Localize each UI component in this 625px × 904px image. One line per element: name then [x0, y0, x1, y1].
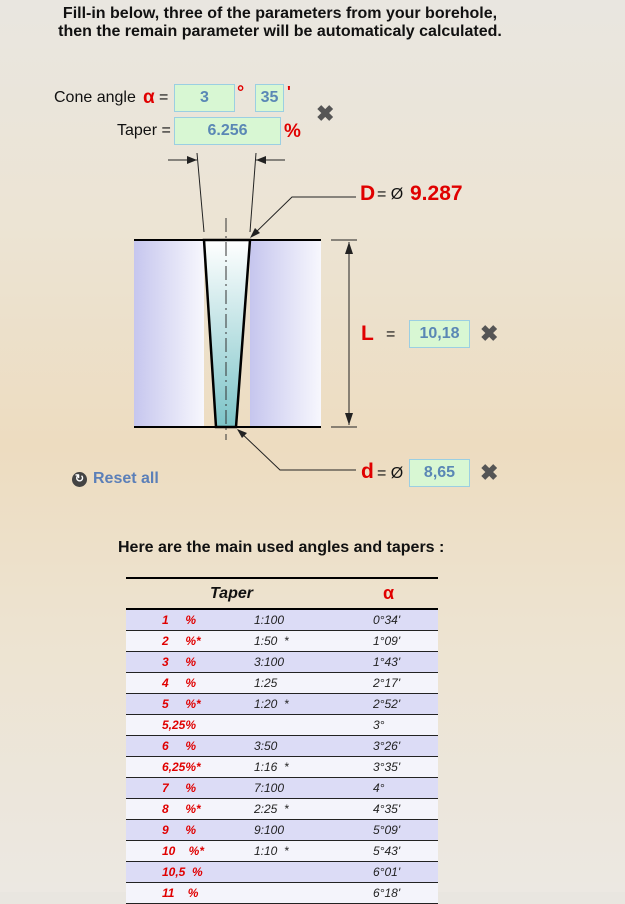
taper-pct-cell: 8 %* — [126, 799, 254, 820]
taper-angle-cell: 3°26' — [373, 736, 438, 757]
taper-ratio-cell: 1:10 * — [254, 841, 373, 862]
taper-ratio-cell: 3:100 — [254, 652, 373, 673]
d-letter: d — [361, 460, 374, 483]
taper-ratio-cell — [254, 715, 373, 736]
taper-pct-cell: 10 %* — [126, 841, 254, 862]
taper-pct-cell: 6 % — [126, 736, 254, 757]
table-row — [126, 757, 438, 778]
table-row — [126, 883, 438, 904]
reset-icon: ↻ — [72, 472, 87, 487]
taper-pct-cell: 2 %* — [126, 631, 254, 652]
alpha-equals: = — [159, 89, 169, 106]
instructions-line-1: Fill-in below, three of the parameters from your borehole, — [62, 5, 498, 22]
minute-symbol: ' — [287, 84, 291, 101]
table-row — [126, 652, 438, 673]
taper-pct-cell: 6,25%* — [126, 757, 254, 778]
taper-pct-cell: 4 % — [126, 673, 254, 694]
clear-angle-icon[interactable]: ✖ — [316, 101, 335, 126]
d-equals: = Ø — [377, 465, 404, 482]
taper-angle-cell: 5°09' — [373, 820, 438, 841]
taper-ratio-cell: 9:100 — [254, 820, 373, 841]
table-row — [126, 631, 438, 652]
taper-pct-cell: 10,5 % — [126, 862, 254, 883]
taper-pct-cell: 5 %* — [126, 694, 254, 715]
table-row — [126, 841, 438, 862]
percent-symbol: % — [284, 121, 301, 142]
material-block-left — [134, 240, 204, 427]
taper-angle-cell: 1°43' — [373, 652, 438, 673]
minutes-input[interactable]: 35 — [255, 84, 284, 112]
taper-angle-cell: 1°09' — [373, 631, 438, 652]
taper-ratio-cell: 1:20 * — [254, 694, 373, 715]
table-row — [126, 715, 438, 736]
tapers-table — [126, 577, 438, 904]
bore-profile — [204, 240, 250, 427]
taper-pct-cell: 1 % — [126, 609, 254, 631]
taper-pct-cell: 3 % — [126, 652, 254, 673]
taper-angle-cell: 2°52' — [373, 694, 438, 715]
reset-all-button[interactable] — [72, 470, 159, 488]
taper-pct-cell: 11 % — [126, 883, 254, 904]
taper-pct-cell: 7 % — [126, 778, 254, 799]
taper-ratio-cell: 1:100 — [254, 609, 373, 631]
taper-angle-cell: 0°34' — [373, 609, 438, 631]
taper-ratio-cell: 1:16 * — [254, 757, 373, 778]
material-block-right — [250, 240, 321, 427]
L-letter: L — [361, 322, 374, 345]
taper-angle-cell: 4° — [373, 778, 438, 799]
alpha-column-header: α — [373, 578, 438, 609]
taper-angle-cell: 5°43' — [373, 841, 438, 862]
reset-all-label: Reset all — [93, 470, 159, 487]
table-row — [126, 862, 438, 883]
table-row — [126, 694, 438, 715]
D-equals: = Ø — [377, 186, 404, 203]
degree-symbol: ° — [237, 82, 245, 102]
taper-ratio-cell — [254, 883, 373, 904]
D-value: 9.287 — [410, 182, 463, 205]
cone-angle-label: Cone angle — [54, 89, 136, 106]
taper-angle-cell: 6°01' — [373, 862, 438, 883]
table-row — [126, 673, 438, 694]
taper-column-header: Taper — [126, 578, 373, 609]
taper-angle-cell: 3°35' — [373, 757, 438, 778]
taper-ratio-cell — [254, 862, 373, 883]
taper-ratio-cell: 7:100 — [254, 778, 373, 799]
taper-pct-cell: 5,25% — [126, 715, 254, 736]
table-row — [126, 736, 438, 757]
taper-ratio-cell: 3:50 — [254, 736, 373, 757]
table-row — [126, 609, 438, 631]
taper-label: Taper = — [117, 122, 171, 139]
taper-pct-cell: 9 % — [126, 820, 254, 841]
taper-ratio-cell: 1:50 * — [254, 631, 373, 652]
degrees-input[interactable]: 3 — [174, 84, 235, 112]
alpha-symbol: α — [143, 87, 155, 108]
taper-ratio-cell: 2:25 * — [254, 799, 373, 820]
taper-angle-cell: 6°18' — [373, 883, 438, 904]
taper-ratio-cell: 1:25 — [254, 673, 373, 694]
table-row — [126, 799, 438, 820]
taper-angle-cell: 2°17' — [373, 673, 438, 694]
clear-diameter-icon[interactable]: ✖ — [480, 460, 499, 485]
instructions-line-2: then the remain parameter will be automaticaly calculated. — [58, 23, 502, 40]
table-row — [126, 778, 438, 799]
taper-input[interactable]: 6.256 — [174, 117, 281, 145]
D-letter: D — [360, 182, 376, 205]
tapers-table-title: Here are the main used angles and tapers : — [118, 539, 445, 556]
taper-angle-cell: 3° — [373, 715, 438, 736]
clear-length-icon[interactable]: ✖ — [480, 321, 499, 346]
L-equals: = — [386, 326, 396, 343]
table-row — [126, 820, 438, 841]
length-input[interactable]: 10,18 — [409, 320, 470, 348]
small-diameter-input[interactable]: 8,65 — [409, 459, 470, 487]
taper-angle-cell: 4°35' — [373, 799, 438, 820]
